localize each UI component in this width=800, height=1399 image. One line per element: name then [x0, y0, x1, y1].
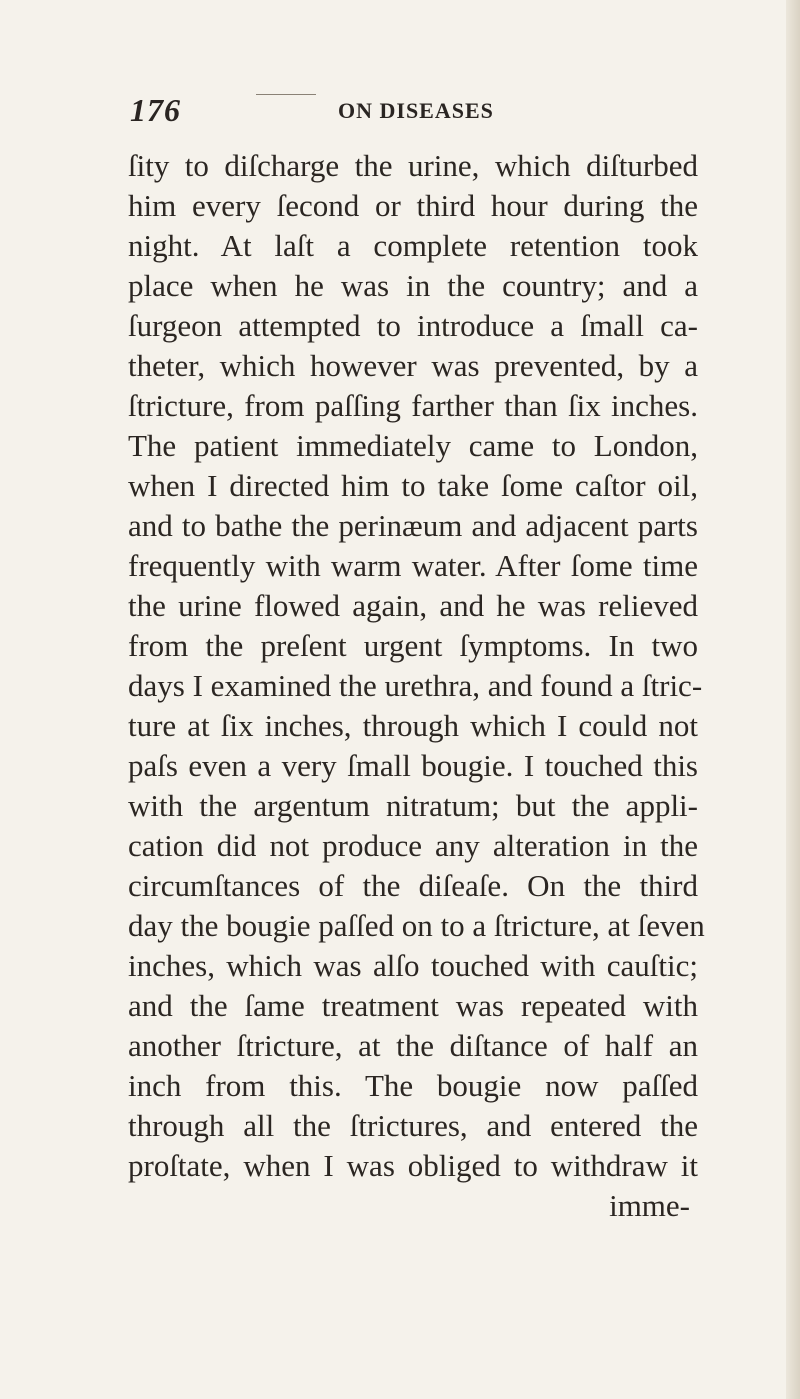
text-line: ſurgeon attempted to introduce a ſmall ca-	[128, 308, 698, 343]
text-line: and the ſame treatment was repeated with	[128, 988, 698, 1023]
text-line: ture at ſix inches, through which I could not	[128, 708, 698, 743]
text-line: place when he was in the country; and a	[128, 268, 698, 303]
body-text	[128, 146, 705, 1226]
text-line: through all the ſtrictures, and entered the	[128, 1108, 698, 1143]
text-line: him every ſecond or third hour during the	[128, 188, 698, 223]
header-ornament	[256, 94, 316, 105]
text-line: circumſtances of the diſeaſe. On the third	[128, 868, 698, 903]
text-line: ſtricture, from paſſing farther than ſix inches.	[128, 388, 698, 423]
text-line: The patient immediately came to London,	[128, 428, 698, 463]
text-line: paſs even a very ſmall bougie. I touched this	[128, 748, 698, 783]
text-line: inches, which was alſo touched with cauſtic;	[128, 948, 698, 983]
text-line: when I directed him to take ſome caſtor oil,	[128, 468, 698, 503]
text-line: another ſtricture, at the diſtance of half an	[128, 1028, 698, 1063]
text-line: cation did not produce any alteration in the	[128, 828, 698, 863]
text-line: the urine flowed again, and he was relieved	[128, 588, 698, 623]
page-number: 176	[130, 92, 181, 128]
text-line: ſity to diſcharge the urine, which diſturbed	[128, 148, 698, 183]
catchword: imme-	[609, 1188, 690, 1223]
text-line: inch from this. The bougie now paſſed	[128, 1068, 698, 1103]
page-header	[130, 92, 690, 132]
text-line: day the bougie paſſed on to a ſtricture, at ſeven	[128, 908, 705, 943]
page-edge	[786, 0, 800, 1399]
text-line: days I examined the urethra, and found a ſtric-	[128, 668, 703, 703]
text-line: night. At laſt a complete retention took	[128, 228, 698, 263]
text-line: with the argentum nitratum; but the appli-	[128, 788, 698, 823]
text-line: theter, which however was prevented, by a	[128, 348, 698, 383]
text-line: from the preſent urgent ſymptoms. In two	[128, 628, 698, 663]
text-line: frequently with warm water. After ſome time	[128, 548, 698, 583]
text-line: proſtate, when I was obliged to withdraw it	[128, 1148, 698, 1183]
text-line: and to bathe the perinæum and adjacent parts	[128, 508, 698, 543]
running-head: ON DISEASES	[338, 98, 494, 123]
